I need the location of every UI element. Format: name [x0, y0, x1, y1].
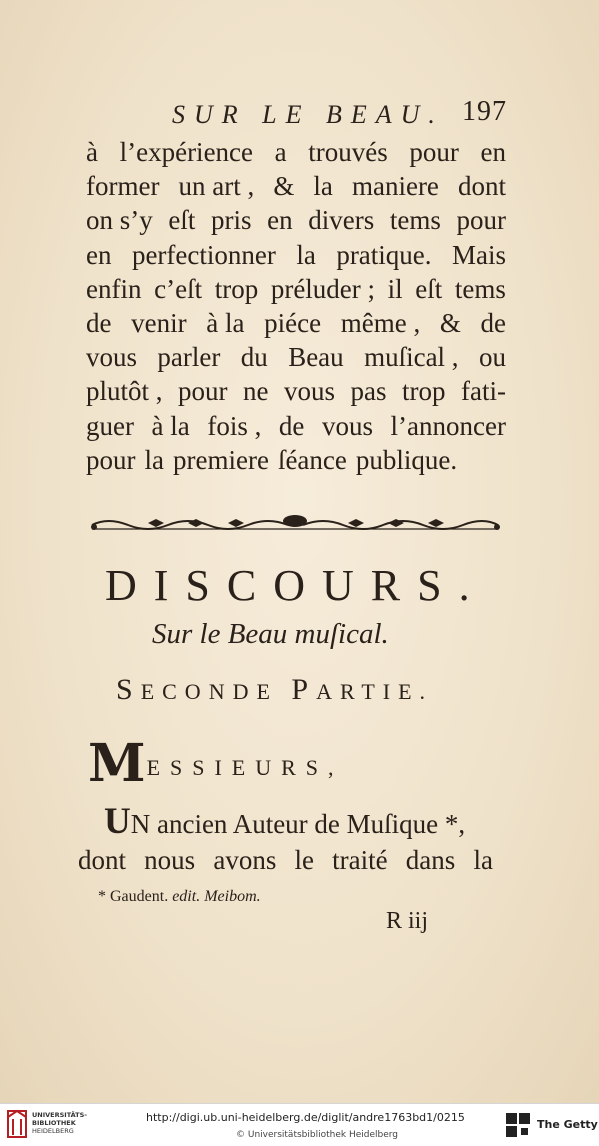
part-rest-2: ARTIE.	[316, 679, 434, 704]
paragraph-word: la	[473, 845, 493, 875]
body-word: tems	[454, 274, 506, 304]
body-word: parler	[157, 342, 221, 372]
body-word: dont	[457, 171, 506, 201]
body-word: pratique.	[336, 240, 432, 270]
signature-mark: R iij	[386, 908, 429, 934]
ub-name-2: BIBLIOTHEK	[32, 1119, 76, 1127]
footnote-author: Gaudent.	[110, 888, 169, 905]
footnote-edition: edit. Meibom.	[172, 888, 261, 905]
body-word: préluder ;	[270, 274, 376, 304]
ornament-divider-icon	[88, 513, 503, 537]
body-word: piéce	[264, 308, 322, 338]
body-word: de	[480, 308, 506, 338]
body-word: de	[278, 411, 305, 441]
body-word: maniere	[351, 171, 439, 201]
body-line	[86, 240, 506, 271]
body-line	[86, 342, 506, 373]
body-word: en	[86, 240, 112, 270]
body-word: ou	[478, 342, 506, 372]
body-word: l’expérience	[119, 137, 254, 167]
body-word: tems	[389, 205, 441, 235]
footnote	[98, 888, 261, 906]
body-word: même ,	[340, 308, 421, 338]
body-word: en	[267, 205, 293, 235]
body-word: plutôt ,	[86, 376, 163, 406]
body-word: pour	[456, 205, 506, 235]
body-word: on s’y	[86, 205, 153, 235]
running-header	[172, 96, 517, 130]
body-word: pour	[409, 137, 459, 167]
body-word: de	[86, 308, 112, 338]
body-word: guer	[86, 411, 134, 441]
paragraph-second-line	[78, 845, 493, 876]
body-word: eſt	[415, 274, 443, 304]
ub-name-3: HEIDELBERG	[32, 1127, 74, 1135]
body-line	[86, 274, 506, 305]
body-line	[86, 376, 506, 407]
drop-cap: M	[88, 733, 147, 794]
body-word: &	[273, 171, 295, 201]
page-number: 197	[462, 96, 507, 127]
body-line	[86, 205, 506, 236]
body-word: trop	[214, 274, 259, 304]
part-cap-2: P	[291, 673, 317, 706]
body-word: vous	[284, 376, 336, 406]
body-word: pas	[350, 376, 387, 406]
body-line	[86, 308, 506, 339]
viewer-footer	[0, 1103, 599, 1146]
body-word: à la	[151, 411, 190, 441]
body-word: &	[439, 308, 461, 338]
paragraph-word: le	[294, 845, 314, 875]
body-word: Mais	[452, 240, 506, 270]
body-word: vous	[86, 342, 138, 372]
salutation	[88, 733, 344, 794]
body-word: ne	[243, 376, 269, 406]
body-word: a	[274, 137, 287, 167]
body-word: pour	[86, 445, 136, 475]
body-word: trop	[402, 376, 446, 406]
university-library-name	[32, 1111, 87, 1135]
paragraph-word: nous	[144, 845, 196, 875]
body-word: fati-	[461, 376, 506, 406]
paragraph-word: dans	[405, 845, 456, 875]
header-title: SUR LE BEAU.	[172, 100, 444, 129]
body-word: un art ,	[178, 171, 255, 201]
body-word: la	[296, 240, 316, 270]
body-line	[86, 445, 506, 476]
body-word: à	[86, 137, 98, 167]
salutation-rest: ESSIEURS,	[146, 755, 344, 780]
body-word: ſéance	[277, 445, 347, 475]
body-word: muſical ,	[364, 342, 459, 372]
body-word: perfectionner	[131, 240, 276, 270]
body-word: en	[480, 137, 506, 167]
body-word: c’eſt	[154, 274, 203, 304]
body-word: à la	[206, 308, 245, 338]
body-word: l’annoncer	[390, 411, 506, 441]
part-rest-1: ECONDE	[140, 679, 278, 704]
part-heading	[116, 673, 433, 707]
body-word: du	[240, 342, 268, 372]
body-word: eſt	[168, 205, 196, 235]
body-word: publique.	[355, 445, 458, 475]
footnote-marker: *	[98, 888, 106, 905]
body-word: pris	[211, 205, 252, 235]
body-word: enfin	[86, 274, 142, 304]
body-word: vous	[321, 411, 373, 441]
getty-label: The Getty	[537, 1118, 598, 1131]
paragraph-word: traité	[332, 845, 388, 875]
discourse-title: DISCOURS.	[105, 561, 487, 610]
body-line	[86, 137, 506, 168]
body-word: il	[387, 274, 403, 304]
initial-letter: U	[104, 801, 131, 842]
body-word: trouvés	[308, 137, 388, 167]
paragraph-first-text: N ancien Auteur de Muſique *,	[130, 809, 466, 839]
body-word: former	[86, 171, 160, 201]
university-library-logo-icon	[6, 1109, 28, 1139]
body-word: Beau	[288, 342, 344, 372]
body-line	[86, 411, 506, 442]
ub-name-1: UNIVERSITÄTS-	[32, 1111, 87, 1119]
body-word: fois ,	[207, 411, 262, 441]
permalink-url[interactable]: http://digi.ub.uni-heidelberg.de/diglit/andre1763bd1/0215	[146, 1111, 465, 1124]
body-word: pour	[178, 376, 228, 406]
paragraph-word: avons	[213, 845, 277, 875]
body-word: la	[144, 445, 164, 475]
paragraph-first-line	[104, 800, 465, 843]
getty-logo-icon	[505, 1112, 531, 1138]
body-word: venir	[131, 308, 187, 338]
body-word: la	[313, 171, 333, 201]
part-cap-1: S	[116, 673, 141, 706]
body-line	[86, 171, 506, 202]
copyright-notice: © Universitätsbibliothek Heidelberg	[236, 1130, 399, 1140]
body-word: premiere	[173, 445, 269, 475]
body-word: divers	[308, 205, 375, 235]
paragraph-word: dont	[78, 845, 127, 875]
discourse-subtitle: Sur le Beau muſical.	[152, 618, 389, 650]
